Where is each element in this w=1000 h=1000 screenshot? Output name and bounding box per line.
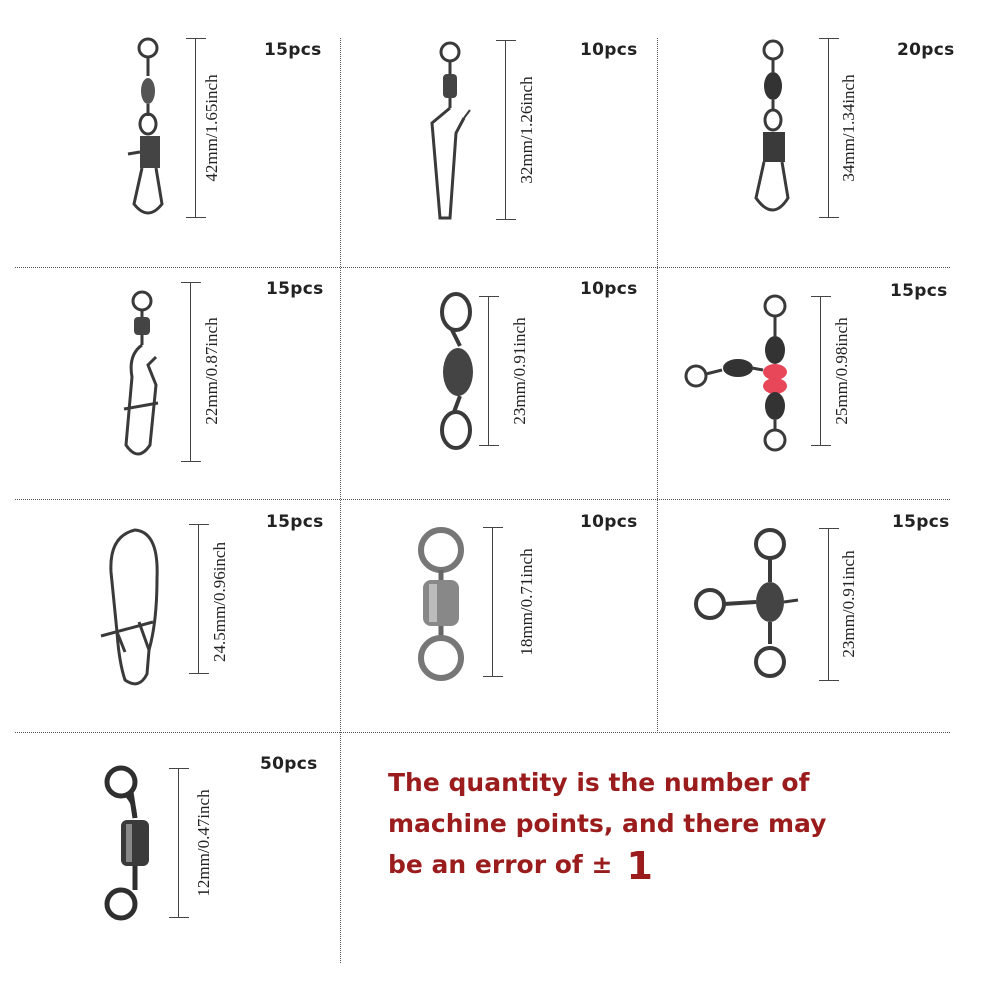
grid-divider (15, 499, 950, 500)
dimension-label: 23mm/0.91inch (510, 317, 529, 425)
quantity-note (388, 762, 868, 887)
note-line: The quantity is the number of (388, 768, 810, 797)
dimension-label: 32mm/1.26inch (517, 76, 536, 184)
quantity-label: 50pcs (260, 754, 318, 774)
dimension-label: 42mm/1.65inch (202, 74, 221, 182)
grid-divider (340, 38, 341, 963)
dimension-bar (828, 528, 829, 681)
quantity-label: 10pcs (580, 279, 638, 299)
dimension-bar (828, 38, 829, 218)
three-way-swivel-image (690, 522, 810, 687)
dimension-bar (505, 40, 506, 220)
quantity-label: 15pcs (264, 40, 322, 60)
grid-divider (15, 732, 950, 733)
dimension-bar (190, 282, 191, 462)
interlock-snap-swivel-image (118, 36, 188, 221)
three-way-bead-swivel-image (680, 290, 800, 460)
dimension-label: 22mm/0.87inch (202, 317, 221, 425)
note-emphasis: 1 (626, 844, 653, 888)
quantity-label: 10pcs (580, 512, 638, 532)
dimension-label: 12mm/0.47inch (194, 789, 213, 897)
barrel-snap-swivel-image (740, 38, 810, 223)
rolling-swivel-small-image (95, 762, 175, 927)
note-line: machine points, and there may (388, 809, 827, 838)
quantity-label: 15pcs (266, 279, 324, 299)
note-line: be an error of ± (388, 850, 613, 879)
quantity-label: 15pcs (892, 512, 950, 532)
grid-divider (657, 38, 658, 733)
barrel-swivel-image (420, 290, 500, 460)
hook-snap-swivel-image (420, 38, 490, 223)
rolling-swivel-image (405, 522, 485, 687)
dimension-bar (492, 527, 493, 677)
dimension-label: 18mm/0.71inch (517, 548, 536, 656)
duolock-snap-swivel-image (110, 285, 180, 465)
dimension-label: 23mm/0.91inch (839, 550, 858, 658)
dimension-bar (198, 524, 199, 674)
dimension-label: 24.5mm/0.96inch (210, 542, 229, 662)
quantity-label: 10pcs (580, 40, 638, 60)
grid-divider (15, 267, 950, 268)
quantity-label: 20pcs (897, 40, 955, 60)
note-line-last (388, 844, 868, 887)
dimension-bar (195, 38, 196, 218)
dimension-label: 25mm/0.98inch (832, 317, 851, 425)
dimension-bar (820, 296, 821, 446)
dimension-label: 34mm/1.34inch (839, 74, 858, 182)
duolock-snap-image (95, 522, 175, 692)
dimension-bar (178, 768, 179, 918)
quantity-label: 15pcs (266, 512, 324, 532)
quantity-label: 15pcs (890, 281, 948, 301)
